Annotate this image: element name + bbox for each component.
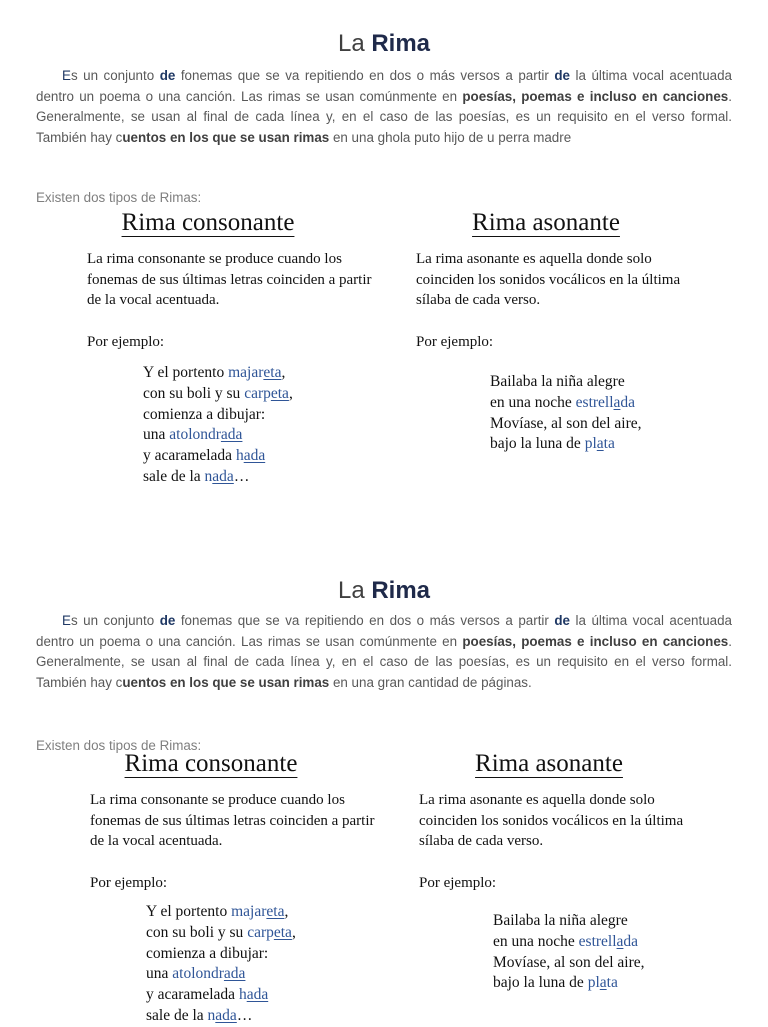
example-label: Por ejemplo: xyxy=(416,333,494,350)
example-label: Por ejemplo: xyxy=(90,874,168,891)
poem-line: sale de la nada… xyxy=(146,1006,253,1024)
poem-line: y acaramelada hada xyxy=(143,447,266,465)
poem-line: Y el portento majareta, xyxy=(143,364,286,381)
rima-asonante-column xyxy=(416,209,706,351)
asonante-poem xyxy=(493,911,645,994)
rima-consonante-column xyxy=(87,209,377,351)
poem-line: en una noche estrellada xyxy=(490,393,636,411)
section-2 xyxy=(0,545,768,1024)
example-label: Por ejemplo: xyxy=(419,874,497,891)
poem-line: sale de la nada… xyxy=(143,467,250,485)
example-label: Por ejemplo: xyxy=(87,333,165,350)
rima-asonante-definition: La rima asonante es aquella donde solo coinciden los sonidos vocálicos en la última sílaba de cada verso. xyxy=(419,792,684,849)
consonante-poem xyxy=(146,902,296,1027)
rima-asonante-definition: La rima asonante es aquella donde solo coinciden los sonidos vocálicos en la última sílaba de cada verso. xyxy=(416,251,681,308)
poem-line: bajo la luna de plata xyxy=(493,974,618,992)
page-title: La Rima xyxy=(337,577,431,604)
rima-asonante-heading: Rima asonante xyxy=(472,209,620,236)
poem-line: bajo la luna de plata xyxy=(490,435,615,453)
rima-consonante-definition: La rima consonante se produce cuando los fonemas de sus últimas letras coinciden a partir de la vocal acentuada. xyxy=(87,251,372,308)
poem-line: en una noche estrellada xyxy=(493,932,639,950)
asonante-poem xyxy=(490,372,642,455)
page-title: La Rima xyxy=(337,30,431,57)
poem-line: Y el portento majareta, xyxy=(146,903,289,920)
rima-consonante-column xyxy=(90,750,380,892)
poem-line: comienza a dibujar: xyxy=(143,405,266,423)
rima-consonante-definition: La rima consonante se produce cuando los fonemas de sus últimas letras coinciden a partir de la vocal acentuada. xyxy=(90,792,375,849)
poem-line: una atolondrada xyxy=(143,426,243,444)
poem-line: y acaramelada hada xyxy=(146,986,269,1004)
poem-line: Movíase, al son del aire, xyxy=(493,953,645,971)
poem-line: Movíase, al son del aire, xyxy=(490,414,642,432)
consonante-poem xyxy=(143,363,293,488)
poem-line: con su boli y su carpeta, xyxy=(146,923,296,941)
intro-paragraph: Es un conjunto de fonemas que se va repitiendo en dos o más versos a partir de la última vocal acentuada dentro un poema o una canción. Las rimas se usan comúnmente en poesías, poemas e incluso en canciones. Generalmente, se usan al final de cada línea y, en el caso de las poesías, es un requisito en el verso formal. También hay cuentos en los que se usan rimas en una gran cantidad de páginas. xyxy=(36,613,732,690)
rima-consonante-heading: Rima consonante xyxy=(124,750,298,777)
types-label: Existen dos tipos de Rimas: xyxy=(36,738,202,753)
types-label: Existen dos tipos de Rimas: xyxy=(36,190,202,205)
rima-asonante-column xyxy=(419,750,709,892)
poem-line: Bailaba la niña alegre xyxy=(490,373,625,390)
poem-line: una atolondrada xyxy=(146,965,246,983)
poem-line: Bailaba la niña alegre xyxy=(493,912,628,929)
rima-asonante-heading: Rima asonante xyxy=(475,750,623,777)
rima-consonante-heading: Rima consonante xyxy=(121,209,295,236)
poem-line: comienza a dibujar: xyxy=(146,944,269,962)
poem-line: con su boli y su carpeta, xyxy=(143,384,293,402)
intro-paragraph: Es un conjunto de fonemas que se va repitiendo en dos o más versos a partir de la última vocal acentuada dentro un poema o una canción. Las rimas se usan comúnmente en poesías, poemas e incluso en canciones. Generalmente, se usan al final de cada línea y, en el caso de las poesías, es un requisito en el verso formal. También hay cuentos en los que se usan rimas en una ghola puto hijo de u perra madre xyxy=(36,68,732,145)
